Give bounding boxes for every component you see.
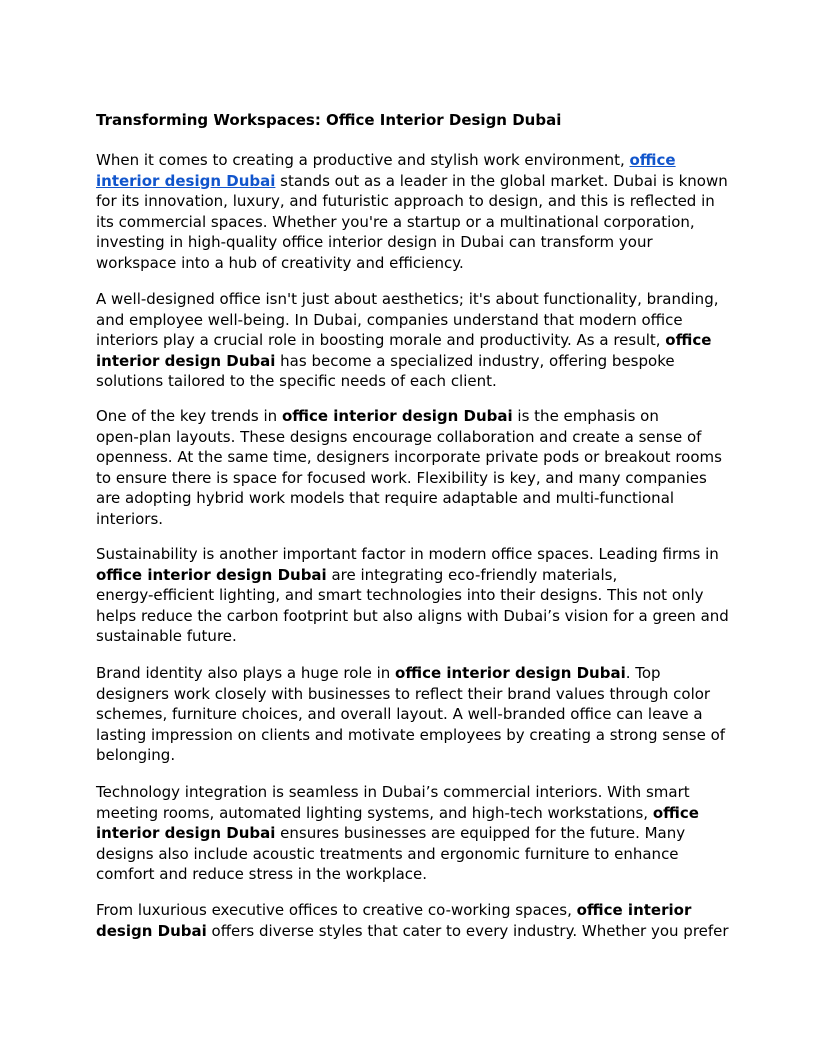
- paragraph: [96, 663, 726, 766]
- text-line: [96, 488, 720, 509]
- text-run: designs also include acoustic treatments and ergonomic furniture to enhance: [96, 844, 679, 863]
- text-run: is the emphasis on: [512, 407, 659, 425]
- text-run: . Top: [625, 664, 661, 682]
- text-line: [96, 921, 729, 942]
- text-line: [96, 823, 720, 844]
- text-run: energy-efficient lighting, and smart technologies into their designs. This not only: [96, 586, 704, 604]
- text-line: [96, 468, 720, 489]
- text-line: [96, 212, 720, 233]
- text-line: [96, 782, 720, 803]
- text-line: [96, 150, 720, 171]
- text-line: [96, 406, 720, 427]
- text-line: [96, 232, 720, 253]
- text-line: [96, 585, 720, 606]
- text-run: offers diverse styles that cater to every industry. Whether you prefer: [206, 921, 729, 940]
- text-line: [96, 663, 720, 684]
- bold-keyword: office interior design Dubai: [395, 664, 626, 682]
- text-run: From luxurious executive offices to creative co-working spaces,: [96, 901, 577, 919]
- text-run: and employee well-being. In Dubai, companies understand that modern office: [96, 310, 683, 329]
- text-run: are adopting hybrid work models that require adaptable and multi-functional: [96, 489, 675, 507]
- text-run: Brand identity also plays a huge role in: [96, 664, 396, 682]
- text-line: [96, 509, 720, 530]
- text-line: [96, 330, 720, 351]
- text-line: [96, 844, 720, 865]
- paragraph: [96, 544, 729, 647]
- text-line: [96, 544, 720, 565]
- bold-keyword: office interior design Dubai: [281, 407, 513, 425]
- text-run: When it comes to creating a productive and stylish work environment,: [96, 151, 630, 169]
- text-run: interiors.: [96, 509, 164, 528]
- text-run: A well-designed office isn't just about aesthetics; it's about functionality, branding,: [96, 290, 719, 308]
- text-line: [96, 745, 720, 766]
- office-interior-design-dubai-link[interactable]: interior design Dubai: [96, 171, 276, 190]
- text-line: [96, 289, 720, 310]
- text-run: are integrating eco-friendly materials,: [326, 565, 618, 584]
- bold-keyword: office interior design Dubai: [96, 565, 327, 584]
- text-run: helps reduce the carbon footprint but also aligns with Dubai’s vision for a green and: [96, 606, 729, 625]
- text-run: has become a specialized industry, offering bespoke: [275, 351, 675, 370]
- text-line: [96, 565, 720, 586]
- text-line: [96, 900, 720, 921]
- text-run: sustainable future.: [96, 627, 237, 645]
- text-line: [96, 447, 720, 468]
- text-run: solutions tailored to the specific needs of each client.: [96, 372, 497, 390]
- office-interior-design-dubai-link[interactable]: office: [629, 151, 676, 169]
- text-run: designers work closely with businesses to reflect their brand values through color: [96, 684, 711, 703]
- text-line: [96, 310, 720, 331]
- paragraph: [96, 150, 728, 273]
- text-line: [96, 864, 720, 885]
- text-run: to ensure there is space for focused work. Flexibility is key, and many companies: [96, 468, 707, 487]
- paragraph: [96, 782, 720, 885]
- text-line: [96, 684, 720, 705]
- text-line: [96, 191, 720, 212]
- text-run: comfort and reduce stress in the workplace.: [96, 865, 428, 883]
- bold-keyword: interior design Dubai: [96, 824, 276, 842]
- text-run: Technology integration is seamless in Dubai’s commercial interiors. With smart: [96, 783, 690, 801]
- text-run: workspace into a hub of creativity and efficiency.: [96, 253, 464, 272]
- bold-keyword: interior design Dubai: [96, 351, 276, 370]
- text-run: Sustainability is another important factor in modern office spaces. Leading firms in: [96, 545, 719, 563]
- text-run: interiors play a crucial role in boosting morale and productivity. As a result,: [96, 331, 666, 349]
- text-line: [96, 725, 726, 746]
- text-line: [96, 606, 729, 627]
- text-run: ensures businesses are equipped for the future. Many: [275, 824, 686, 842]
- paragraph: [96, 289, 720, 392]
- text-run: schemes, furniture choices, and overall layout. A well-branded office can leave a: [96, 705, 703, 723]
- text-line: [96, 704, 720, 725]
- text-run: One of the key trends in: [96, 407, 282, 425]
- bold-keyword: office: [652, 803, 699, 822]
- text-line: [96, 427, 720, 448]
- text-run: stands out as a leader in the global market. Dubai is known: [275, 171, 728, 190]
- bold-keyword: design Dubai: [96, 921, 207, 940]
- text-line: [96, 253, 720, 274]
- text-line: [96, 351, 720, 372]
- bold-keyword: office interior: [576, 901, 692, 919]
- text-run: its commercial spaces. Whether you're a startup or a multinational corporation,: [96, 212, 695, 231]
- text-run: investing in high-quality office interior design in Dubai can transform your: [96, 233, 653, 251]
- text-run: for its innovation, luxury, and futuristic approach to design, and this is reflected in: [96, 192, 715, 210]
- text-run: openness. At the same time, designers incorporate private pods or breakout rooms: [96, 448, 722, 466]
- text-line: [96, 371, 720, 392]
- text-run: meeting rooms, automated lighting systems, and high-tech workstations,: [96, 803, 653, 822]
- text-line: [96, 171, 728, 192]
- text-run: belonging.: [96, 746, 176, 764]
- text-line: [96, 626, 720, 647]
- text-run: lasting impression on clients and motivate employees by creating a strong sense of: [96, 725, 726, 744]
- paragraph: [96, 406, 720, 529]
- text-run: open-plan layouts. These designs encourage collaboration and create a sense of: [96, 427, 702, 446]
- text-line: [96, 803, 720, 824]
- bold-keyword: office: [665, 331, 712, 349]
- paragraph: [96, 900, 729, 941]
- document-title: Transforming Workspaces: Office Interior Design Dubai: [96, 111, 562, 129]
